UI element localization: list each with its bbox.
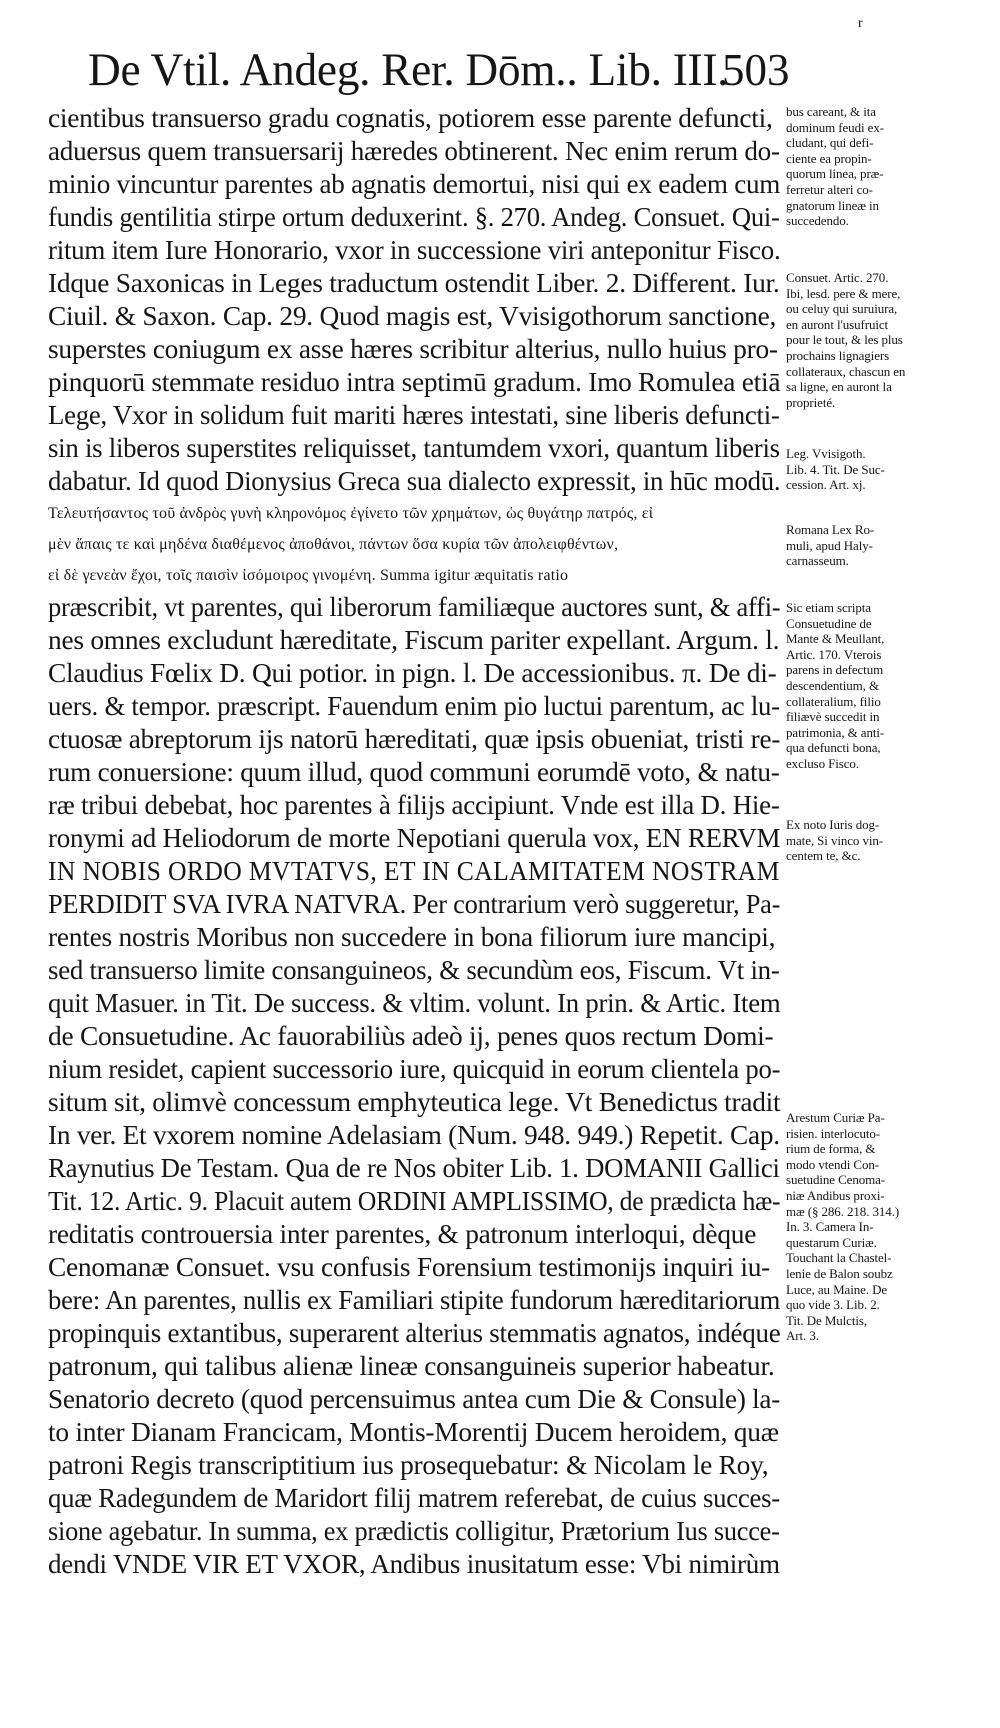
side-note-line: ferretur alteri co- [786,181,873,197]
side-note-line: Consuet. Artic. 270. [786,270,889,285]
text-line: dabatur. Id quod Dionysius Greca sua dialecto expressit, in hūc modū. [48,466,781,496]
text-line: quæ Radegundem de Maridort filij matrem referebat, de cuius succes- [48,1483,780,1513]
side-note-line: Arestum Curiæ Pa- [786,1110,885,1125]
side-note-line: mæ (§ 286. 218. 314.) [786,1203,900,1219]
side-note-line: collateraux, chascun en [786,363,906,379]
greek-quote-line: μὲν ἄπαις τε καὶ μηδένα διαθέμενος ἀποθάνοι, πάντων ὅσα κυρία τῶν ἀπολειφθέντων, [48,536,619,553]
side-note-line: bus careant, & ita [786,104,876,119]
side-note-line: cludant, qui defi- [786,135,874,151]
text-line: Lege, Vxor in solidum fuit mariti hæres intestati, sine liberis defuncti- [48,400,780,430]
text-line: Ciuil. & Saxon. Cap. 29. Quod magis est, Vvisigothorum sanctione, [48,301,777,331]
text-line: ritum item Iure Honorario, vxor in successione viri anteponitur Fisco. [48,235,781,265]
text-line: bere: An parentes, nullis ex Familiari stipite fundorum hæreditariorum [48,1285,781,1315]
side-note-line: Sic etiam scripta [786,600,871,615]
text-line: pinquorū stemmate residuo intra septimū gradum. Imo Romulea etiā [48,367,781,397]
side-note-line: ciente ea propin- [786,150,872,166]
side-note-line: centem te, &c. [786,848,861,864]
side-note-feudi [786,104,936,229]
side-note-line: carnasseum. [786,553,849,569]
side-note-line: questarum Curiæ. [786,1234,877,1250]
text-line: rentes nostris Moribus non succedere in bona filiorum iure mancipi, [48,922,776,952]
text-line: patroni Regis transcriptitium ius prosequebatur: & Nicolam le Roy, [48,1450,769,1480]
side-note-line: filiævè succedit in [786,709,880,725]
side-note-line: excluso Fisco. [786,755,859,771]
running-title: De Vtil. Andeg. Rer. Dōm.. Lib. III. [88,44,729,96]
main-text-column [48,102,780,1581]
side-note-line: Lib. 4. Tit. De Suc- [786,461,885,477]
side-note-line: ou celuy qui suruiura, [786,301,898,317]
side-note-line: rium de forma, & [786,1141,876,1157]
side-note-line: Mante & Meullant, [786,631,885,647]
text-line: sione agebatur. In summa, ex prædictis colligitur, Prætorium Ius succe- [48,1516,780,1546]
text-line: patronum, qui talibus alienæ lineæ consanguineis superior habeatur. [48,1351,775,1381]
side-note-line: en auront l'usufruict [786,316,889,332]
side-note-line: prochains lignagiers [786,347,890,363]
side-note-line: Art. 3. [786,1328,819,1344]
side-note-line: Artic. 170. Vterois [786,646,882,662]
side-note-mante-meullant [786,600,936,772]
side-note-arestum-curiae [786,1110,936,1344]
side-note-line: Romana Lex Ro- [786,522,875,537]
text-line: Senatorio decreto (quod percensuimus antea cum Die & Consule) la- [48,1384,781,1414]
side-note-line: risien. interlocuto- [786,1125,881,1141]
text-line: Idque Saxonicas in Leges traductum ostendit Liber. 2. Different. Iur. [48,268,780,298]
text-line: In ver. Et vxorem nomine Adelasiam (Num. 948. 949.) Repetit. Cap. [48,1120,780,1150]
text-line: Cenomanæ Consuet. vsu confusis Forensium testimonijs inquiri iu- [48,1252,771,1282]
side-note-line: parens in defectum [786,662,884,678]
text-line: de Consuetudine. Ac fauorabiliùs adeò ij, penes quos rectum Domi- [48,1021,774,1051]
side-note-line: In. 3. Camera In- [786,1219,874,1235]
text-line: quit Masuer. in Tit. De success. & vltim. volunt. In prin. & Artic. Item [48,988,781,1018]
side-note-line: quo vide 3. Lib. 2. [786,1297,880,1313]
side-note-line: qua defuncti bona, [786,740,881,756]
side-note-line: modo vtendi Con- [786,1156,880,1172]
side-note-line: Tit. De Mulctis, [786,1312,867,1328]
side-note-lex-romuli [786,522,936,569]
text-line: superstes coniugum ex asse hæres scribitur alterius, nullo huius pro- [48,334,778,364]
text-line: ctuosæ abreptorum ijs natorū hæreditati, quæ ipsis obueniat, tristi re- [48,724,781,754]
page-number: 503 [722,45,790,95]
corner-mark: r [858,16,863,31]
side-note-line: proprieté. [786,394,836,410]
side-note-line: quorum linea, præ- [786,166,884,182]
text-line: rum conuersione: quum illud, quod communi eorumdē voto, & natu- [48,757,780,787]
side-note-line: cession. Art. xj. [786,477,866,493]
side-note-line: Luce, au Maine. De [786,1281,888,1297]
side-note-line: muli, apud Haly- [786,537,873,553]
text-line: reditatis controuersia inter parentes, & patronum interloqui, dèque [48,1219,757,1249]
text-line: præscribit, vt parentes, qui liberorum familiæque auctores sunt, & affi- [48,592,781,622]
text-line: dendi VNDE VIR ET VXOR, Andibus inusitatum esse: Vbi nimirùm [48,1549,780,1579]
side-note-consuet-270 [786,270,936,410]
side-note-line: sa ligne, en auront la [786,379,892,395]
text-line: aduersus quem transuersarij hæredes obtinerent. Nec enim rerum do- [48,136,780,166]
text-line: to inter Dianam Francicam, Montis-Morentij Ducem heroidem, quæ [48,1417,779,1447]
side-note-line: patrimonia, & anti- [786,724,885,740]
text-line: ræ tribui debebat, hoc parentes à filijs accipiunt. Vnde est illa D. Hie- [48,790,780,820]
side-note-line: pour le tout, & les plus [786,332,903,348]
side-note-line: Touchant la Chastel- [786,1250,892,1266]
side-note-iuris-dogmate [786,817,936,864]
side-note-line: gnatorum lineæ in [786,197,879,213]
side-note-line: succedendo. [786,213,849,229]
text-line: Claudius Fœlix D. Qui potior. in pign. l. De accessionibus. π. De di- [48,658,777,688]
text-line: situm sit, olimvè concessum emphyteutica lege. Vt Benedictus tradit [48,1087,781,1117]
text-line: sin is liberos superstites reliquisset, tantumdem vxori, quantum liberis [48,433,780,463]
text-line: sed transuerso limite consanguineos, & secundùm eos, Fiscum. Vt in- [48,955,780,985]
text-line: nium residet, capient successorio iure, quicquid in eorum clientela po- [48,1054,781,1084]
side-note-line: Ibi, lesd. pere & mere, [786,285,901,301]
side-note-line: niæ Andibus proxi- [786,1187,885,1203]
side-note-line: lenie de Balon soubz [786,1265,893,1281]
text-line: Tit. 12. Artic. 9. Placuit autem ORDINI AMPLISSIMO, de prædicta hæ- [48,1186,781,1216]
text-line: ronymi ad Heliodorum de morte Nepotiani querula vox, EN RERVM [48,823,781,853]
quotation-line: IN NOBIS ORDO MVTATVS, ET IN CALAMITATEM NOSTRAM [48,856,780,886]
side-note-line: Consuetudine de [786,615,872,631]
side-note-line: mate, Si vinco vin- [786,832,884,848]
text-line: propinquis extantibus, superarent alterius stemmatis agnatos, indéque [48,1318,781,1348]
greek-quote-line: Τελευτήσαντος τοῦ ἀνδρὸς γυνὴ κληρονόμος ἐγίνετο τῶν χρημάτων, ὡς θυγάτηρ πατρός, εἰ [48,505,654,522]
side-note-line: descendentium, & [786,677,879,693]
side-note-line: collateralium, filio [786,693,881,709]
side-note-line: dominum feudi ex- [786,119,884,135]
side-note-lex-visigoth [786,446,936,493]
text-line: uers. & tempor. præscript. Fauendum enim pio luctui parentum, ac lu- [48,691,780,721]
text-line: PERDIDIT SVA IVRA NATVRA. Per contrarium verò suggeretur, Pa- [48,889,781,919]
side-note-line: Ex noto Iuris dog- [786,817,880,832]
text-line: cientibus transuerso gradu cognatis, potiorem esse parente defuncti, [48,103,773,133]
greek-quote-line: εἰ δὲ γενεὰν ἔχοι, τοῖς παισὶν ἰσόμοιρος γινομένη. Summa igitur æquitatis ratio [48,567,569,584]
side-note-line: Leg. Vvisigoth. [786,446,866,461]
text-line: minio vincuntur parentes ab agnatis demortui, nisi qui ex eadem cum [48,169,781,199]
side-note-line: suetudine Cenoma- [786,1172,886,1188]
text-line: fundis gentilitia stirpe ortum deduxerint. §. 270. Andeg. Consuet. Qui- [48,202,780,232]
text-line: nes omnes excludunt hæreditate, Fiscum pariter expellant. Argum. l. [48,625,780,655]
text-line: Raynutius De Testam. Qua de re Nos obiter Lib. 1. DOMANII Gallici [48,1153,780,1183]
